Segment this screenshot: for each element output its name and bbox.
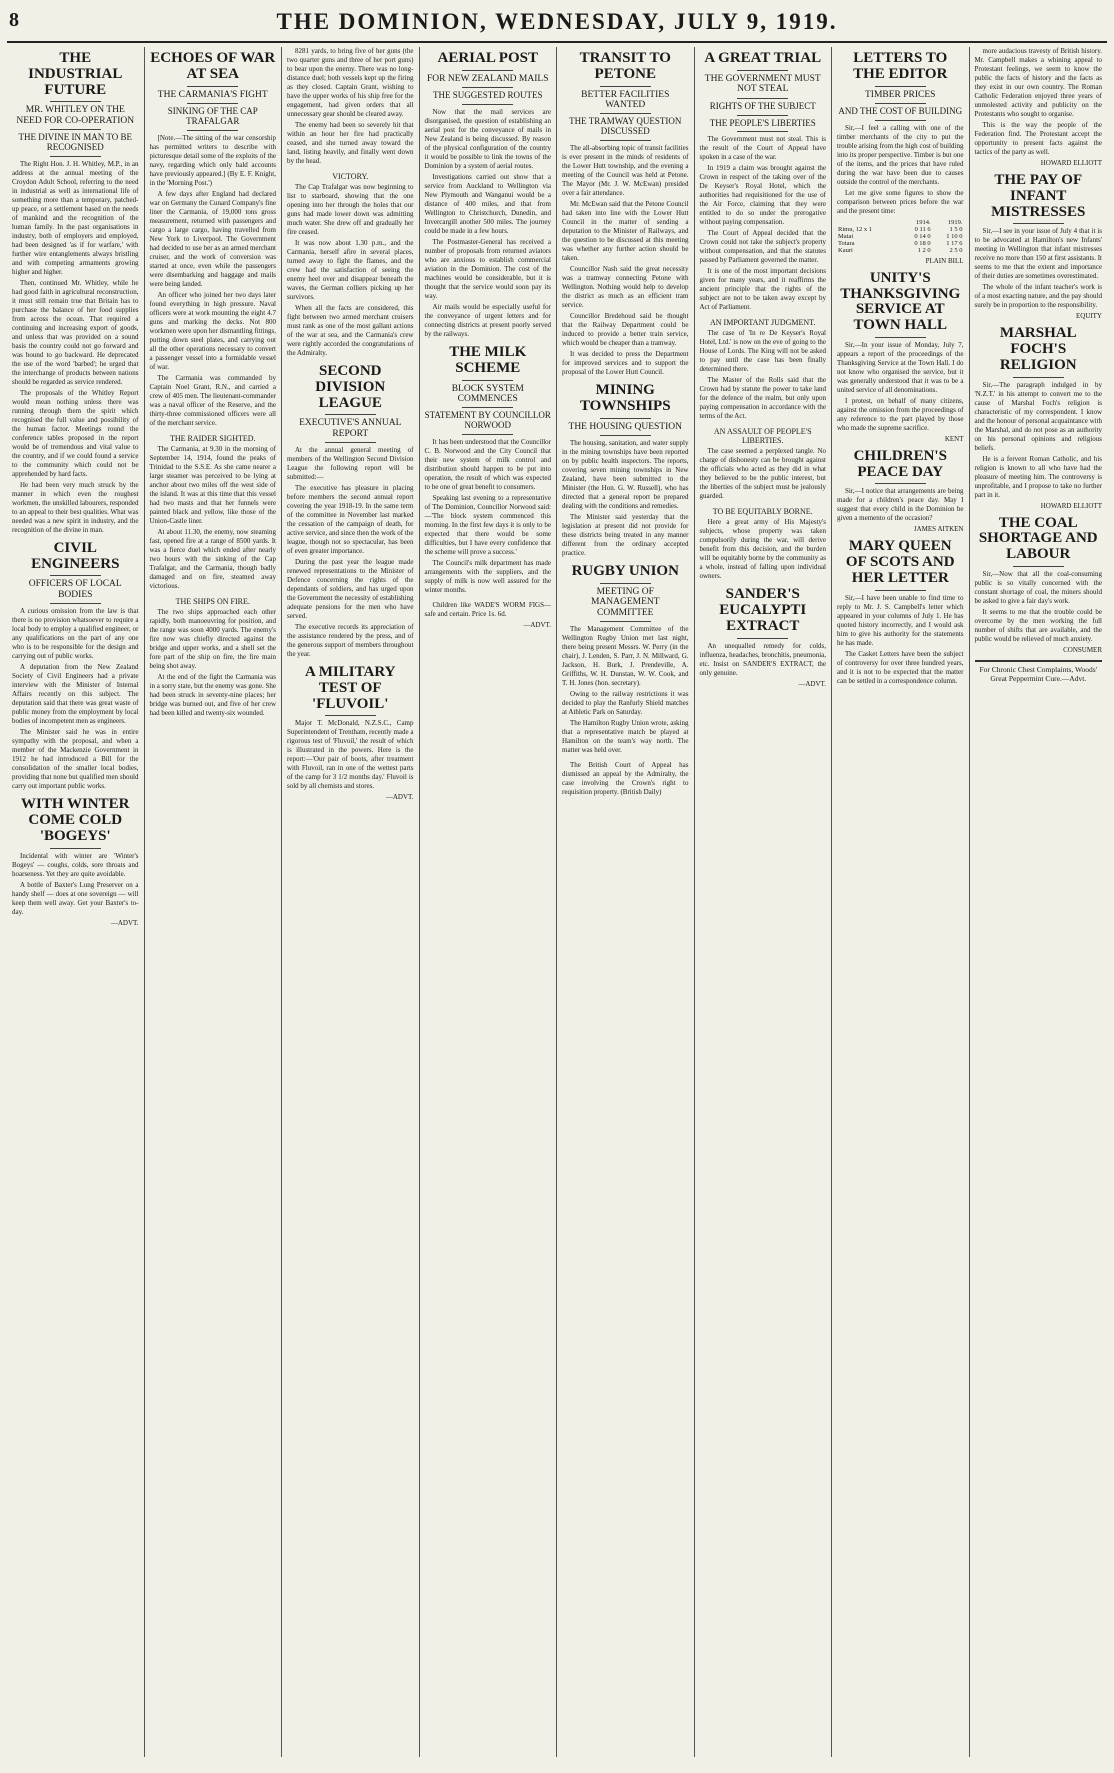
heading-rule [325, 414, 376, 415]
column-8 [970, 47, 1108, 1757]
column-6 [695, 47, 833, 1757]
paragraph: Councillor Bredehoud said he thought that the Railway Department could be induced to provide a better train service, which would be cheaper than a tramway. [562, 312, 689, 348]
article-subheading: BLOCK SYSTEM COMMENCES [451, 383, 524, 405]
paragraph: At the end of the fight the Carmania was in a sorry state, but the enemy was gone. She had been struck in seventy-nine places; her bridge was burned out, and five of her crew had been killed and twenty-six wounded. [149, 672, 276, 717]
article-body [12, 607, 139, 791]
table-cell: 1 2 0 [917, 246, 931, 254]
paragraph: The proposals of the Whitley Report would mean nothing unless there was running through them the spirit which recognised the full value and possibility of the human factor. Meetings round the conference tables proposed in the report would be of tremendous and vital value to the country, and if we could found a service to the community which could not be apprehended by hard facts. [12, 388, 139, 478]
table-cell: 0 14 0 [914, 232, 931, 240]
table-row [837, 240, 964, 247]
paragraph: The executive records its appreciation of the assistance rendered by the press, and of the generous support of members throughout the year. [287, 623, 414, 659]
article-heading: MARSHAL FOCH'S RELIGION [999, 325, 1077, 373]
article-heading: THE RAIDER SIGHTED. [169, 433, 256, 443]
article [287, 665, 414, 801]
article-body [287, 719, 414, 791]
paragraph: The British Court of Appeal has dismissed an appeal by the Admiralty, the case involving the Crown's right to requisition property. (British Daily) [562, 761, 689, 797]
subheading-rule [737, 131, 788, 132]
article [700, 51, 827, 312]
paragraph: Here a great army of His Majesty's subjects, whose property was taken compulsorily during the war, will derive benefit from this decision, and the burden will be equitably borne by the community as a whole, instead of falling upon individual owners. [699, 518, 826, 581]
paragraph: The Minister said yesterday that the legislation at present did not provide for these districts being treated in any manner different from the ordinary accepted practice. [562, 513, 689, 558]
article-body [562, 761, 689, 797]
masthead [7, 7, 1107, 43]
columns-grid [7, 47, 1107, 1757]
article [975, 326, 1103, 509]
paragraph: The Minister said he was in entire sympathy with the proposal, and when a member of the Mackenzie Government in 1912 he had introduced a Bill for the consolidation of the smaller local bodies, providing that none but qualified men should carry out important public works. [12, 728, 139, 791]
paragraph: At about 11.30, the enemy, now steaming fast, opened fire at a range of 8500 yards. It was a fierce duel which ended after nearly two hours with the sinking of the Cap Trafalgar, and the Carmania, though badly damaged and on fire, steamed away victorious. [149, 527, 276, 590]
table-cell: 2 5 0 [949, 246, 963, 254]
subheading-rule [600, 435, 651, 436]
paragraph: In 1919 a claim was brought against the Crown in respect of the taking over of the De Keyser's Royal Hotel, which the authorities had requisitioned for the use of the Air Force, claiming that they were entitled to do so under the prerogative without paying compensation. [699, 164, 826, 227]
paragraph: The Management Committee of the Wellington Rugby Union met last night, there being present Messrs. W. Perry (in the chair), J. Lenden, S. Parr, J. N. Millward, G. Jackson, H. Burk, J. Prendeville, A. Griffiths, W. H. Dunstan, W. W. Cook, and T. H. Jones (hon. secretary). [562, 625, 689, 688]
subheading-rule [600, 113, 651, 114]
article-subheading: AND THE COST OF BUILDING [838, 105, 963, 116]
paragraph: more audacious travesty of British history. Mr. Campbell makes a whining appeal to Protestant feelings, we seem to know the public the facts of history and the facts as they exist in our own country. The Roman Catholic Federation enjoyed three years of unmolested activity and publicity on the Protestants who sought to organise. [974, 47, 1102, 118]
paragraph: The housing, sanitation, and water supply in the mining townships have been reported on by public health inspectors. The reports, covering seven mining townships in New Zealand, have been submitted to the Minister (the Hon. G. W. Russell), who has directed that a general report be prepared dealing with the conditions and remedies. [562, 439, 689, 511]
article-body [287, 47, 414, 166]
subheading-rule [462, 104, 513, 105]
paragraph: It is one of the most important decisions given for many years, and it reaffirms the ancient principle that the rights of the subject are not to be taken away except by Act of Parliament. [699, 267, 826, 312]
paragraph: The Government must not steal. This is the result of the Court of Appeal have spoken in a case of the war. [699, 135, 826, 162]
article-body [700, 642, 827, 678]
subheading-rule [187, 130, 238, 131]
heading-rule [187, 86, 238, 87]
paragraph: Speaking last evening to a representative of The Dominion, Councillor Norwood said:—'The block system commenced this morning. In the first few days it is only to be expected that there would be some difficulties, but I have every confidence that the scheme will prove a success.' [424, 494, 551, 557]
article-body [700, 447, 827, 501]
paragraph: The Carmania, at 9.30 in the morning of September 14, 1914, found the peaks of Trinidad to the S.S.E. As she came nearer a large steamer was perceived to be lying at anchor about two miles off the west side of the island. It was at this time that this vessel had two masts and that her funnels were painted black and yellow, like those of the Union-Castle liner. [149, 444, 276, 525]
subheading-rule [600, 621, 651, 622]
article-heading: MARY QUEEN OF SCOTS AND HER LETTER [845, 538, 955, 586]
page-number: 8 [9, 9, 19, 31]
article [975, 47, 1103, 167]
signature: —ADVT. [385, 793, 414, 802]
article-heading: AN ASSAULT OF PEOPLE'S LIBERTIES. [713, 427, 812, 446]
heading-rule [875, 483, 926, 484]
table-row [837, 247, 964, 254]
column-2 [145, 47, 283, 1757]
paragraph: Major T. McDonald, N.Z.S.C., Camp Superintendent of Trentham, recently made a rigorous test of 'Fluvoil,' the result of which is illustrated in the powers. Here is the report:—'Our pair of boots, after treatment with Fluvoil, ran in one of the wettest parts of the camp for 3 1/2 months day.' Fluvoil is sold by all chemists and stores. [287, 719, 414, 791]
paragraph: The Hamilton Rugby Union wrote, asking that a representative match be played at Hamilton on the team's way north. The matter was held over. [562, 719, 689, 755]
price-table-heading [837, 219, 900, 226]
article [837, 271, 964, 443]
article-heading: UNITY'S THANKSGIVING SERVICE AT TOWN HALL [840, 269, 961, 334]
paragraph: It was decided to press the Department for improved services and to support the proposal of the Lower Hutt Council. [562, 350, 689, 377]
signature: JAMES AITKEN [913, 525, 964, 534]
article-subheading: THE CARMANIA'S FIGHT [157, 89, 268, 100]
paragraph: Sir,—In your issue of Monday, July 7, appears a report of the proceedings of the Thanksgiving Service at the Town Hall. I do not know who organised the service, but it was generally understood that it was to be a united service of all denominations. [837, 340, 964, 394]
article [562, 383, 689, 558]
paragraph: A bottle of Baxter's Lung Preserver on a handy shelf — does at one sovereign — will keep them well away. Get your Baxter's to-day. [12, 880, 139, 916]
article [700, 507, 827, 581]
heading-rule [50, 575, 101, 576]
article-subheading: THE PEOPLE'S LIBERTIES [709, 117, 816, 128]
article-heading: WITH WINTER COME COLD 'BOGEYS' [20, 796, 130, 844]
price-table-heading: 1914. [916, 218, 931, 226]
paragraph: Councillor Nash said the great necessity was a tramway connecting Petone with Wellington. Nothing would help to develop the district as much as an efficient tram service. [562, 265, 689, 310]
heading-rule [50, 848, 101, 849]
paragraph: Sir,—I feel a calling with one of the timber merchants of the city to put the trouble arising from the high cost of building into its proper perspective. Timber is but one of the items, and the prices that have ruled during the war have been due to causes outside the control of the merchants. [837, 123, 964, 186]
signature: PLAIN BILL [925, 256, 964, 265]
article [425, 601, 552, 629]
article-body [150, 445, 277, 591]
article-subheading: STATEMENT BY COUNCILLOR NORWOOD [424, 410, 551, 431]
price-table [837, 219, 964, 254]
table-cell: Totara [838, 239, 855, 247]
subheading-rule [462, 87, 513, 88]
paragraph: [Note.—The sitting of the war censorship has permitted writers to describe with picturesque detail some of the exploits of the navy, regarding which only bald accounts have previously appeared.] (By E. F. Knight, in the 'Morning Post.') [149, 133, 276, 187]
article-subheading: FOR NEW ZEALAND MAILS [427, 73, 549, 84]
article [975, 173, 1103, 320]
article-body [975, 570, 1103, 644]
paragraph: The Casket Letters have been the subject of controversy for over three hundred years, and it is not to be expected that the matter can be settled in a correspondence column. [837, 649, 964, 685]
article-subheading: SINKING OF THE CAP TRAFALGAR [167, 105, 258, 126]
signature: CONSUMER [1063, 645, 1102, 654]
article [975, 516, 1103, 654]
paragraph: Sir,—Now that all the coal-consuming public is so vitally concerned with the constant shortage of coal, the miners should be asked to give a fair day's work. [974, 569, 1102, 605]
paragraph: The Council's milk department has made arrangements with the suppliers, and the supply of milk is now well assured for the winter months. [424, 559, 551, 595]
subheading-rule [50, 603, 101, 604]
table-cell: Kauri [838, 246, 853, 254]
article-subheading: BETTER FACILITIES WANTED [581, 89, 670, 110]
article-body [975, 381, 1103, 500]
paragraph: The case seemed a perplexed tangle. No charge of dishonesty can be brought against the officials who acted as they did in what they believed to be the public interest, but the liberties of the subject must be jealously guarded. [699, 447, 826, 501]
paragraph: Sir,—I notice that arrangements are being made for a children's peace day. May I suggest that every child in the Dominion be given a memento of the occasion? [837, 487, 964, 523]
article-body [12, 852, 139, 917]
article [837, 51, 964, 265]
paragraph: This is the way the people of the Federation find. The Protestant accept the opportunity to present facts against the tactics of the party as well. [974, 121, 1102, 156]
article-heading: VICTORY. [332, 172, 369, 181]
article-body [837, 487, 964, 523]
signature: —ADVT. [523, 621, 551, 630]
newspaper-title: THE DOMINION, WEDNESDAY, JULY 9, 1919. [276, 9, 838, 34]
article-heading: THE INDUSTRIAL FUTURE [28, 50, 123, 98]
heading-rule [50, 101, 101, 102]
paragraph: Sir,—I have been unable to find time to reply to Mr. J. S. Campbell's letter which appeared in your columns of July 1. He has quoted history incorrectly, and I would ask him to give his authority for the statements he has made. [837, 593, 964, 647]
article-heading: A GREAT TRIAL [704, 50, 822, 66]
paragraph: A deputation from the New Zealand Society of Civil Engineers had a private interview with the Minister of Internal Affairs recently on this subject. The deputation said that there was great waste of public money from the employment by local bodies of incompetent men as engineers. [12, 663, 139, 726]
heading-rule [462, 380, 513, 381]
paragraph: An unequalled remedy for colds, influenza, headaches, bronchitis, pneumonia, etc. Insist on SANDER'S EXTRACT, the only genuine. [699, 641, 826, 677]
subheading-rule [600, 140, 651, 141]
article-body [562, 625, 689, 755]
heading-rule [1013, 377, 1064, 378]
article-body [837, 124, 964, 216]
subheading-rule [737, 98, 788, 99]
article-heading: CIVIL ENGINEERS [31, 539, 120, 572]
paragraph: When all the facts are considered, this fight between two armed merchant cruisers must rank as one of the most gallant actions of the war at sea, and the Carmania's crew were rightly accorded the congratulations of the Admiralty. [287, 304, 414, 357]
article-subheading: THE HOUSING QUESTION [568, 421, 682, 432]
article [700, 427, 827, 501]
paragraph: Let me give some figures to show the comparison between prices before the war and the present time: [837, 188, 964, 215]
article [562, 51, 689, 377]
article-heading: SANDER'S EUCALYPTI EXTRACT [719, 586, 807, 634]
article-body [425, 601, 552, 619]
article [700, 318, 827, 421]
article-body [837, 594, 964, 686]
article-heading: A MILITARY TEST OF 'FLUVOIL' [305, 664, 396, 712]
paragraph: It has been understood that the Councillor C. B. Norwood and the City Council that their new system of milk control and distribution should happen to be put into operation, the result of which was expected to be one of great benefit to consumers. [424, 438, 551, 492]
signature: —ADVT. [798, 679, 826, 688]
paragraph: The Court of Appeal decided that the Crown could not take the subject's property without compensation, and that the statutes passed by Parliament governed the matter. [699, 229, 826, 265]
heading-rule [600, 583, 651, 584]
table-row [837, 233, 964, 240]
article-heading: THE COAL SHORTAGE AND LABOUR [978, 514, 1098, 562]
article-subheading: EXECUTIVE'S ANNUAL REPORT [299, 418, 402, 439]
signature: HOWARD ELLIOTT [1040, 501, 1102, 510]
paragraph: A few days after England had declared war on Germany the Cunard Company's fine liner the Carmania, of 19,000 tons gross measurement, returned with passengers and cargo a large cargo, having travelled from New York to Liverpool. The Government had decided to use her as an armed merchant cruiser, and the work of conversion was started at once, even while the passengers were disembarking and baggage and mails were being landed. [149, 189, 276, 288]
article [287, 47, 414, 166]
paragraph: The case of 'In re De Keyser's Royal Hotel, Ltd.' is now on the eve of going to the House of Lords. The King will not be asked to pay until the case has been finally determined there. [699, 329, 826, 374]
column-3 [282, 47, 420, 1757]
price-table-heading: 1919. [947, 218, 963, 226]
article-body [837, 341, 964, 433]
heading-rule [875, 337, 926, 338]
advertisement: For Chronic Chest Complaints, Woods' Great Peppermint Cure.—Advt. [975, 660, 1103, 683]
heading-rule [600, 418, 651, 419]
paragraph: Sir,—The paragraph indulged in by 'N.Z.T.' in his attempt to convert me to the cause of Marshal Foch's religion is characteristic of my correspondent. I know and the honour of personal acquaintance with the Marshal, and do not pose as an authority on his personal opinions and religious beliefs. [974, 380, 1103, 452]
article-body [150, 608, 277, 718]
signature: HOWARD ELLIOTT [1040, 159, 1102, 167]
article-heading: TO BE EQUITABLY BORNE. [712, 507, 813, 517]
paragraph: The Right Hon. J. H. Whitley, M.P., in an address at the annual meeting of the Croydon Adult School, referring to the need in industrial as well as international life of something more than a temporary, patched-up peace, or a settlement based on the needs of mankind and the recognition of the human family. In the past organisations in industry, both of employers and employed, had been designed 'as if for warfare,' with further wire entanglements always bristling and with competing armaments growing higher and higher. [12, 159, 139, 276]
paragraph: Children like WADE'S WORM FIGS—safe and certain. Price 1s. 6d. [424, 601, 551, 619]
article-heading: AN IMPORTANT JUDGMENT. [710, 318, 816, 328]
article-body [425, 438, 552, 595]
paragraph: He is a fervent Roman Catholic, and his religion is known to all who have had the pleasure of meeting him. The controversy is unprofitable, and I propose to take no further part in it. [974, 454, 1102, 499]
article-body [425, 108, 552, 339]
article-heading: AERIAL POST [437, 50, 538, 66]
article-subheading: MR. WHITLEY ON THE NEED FOR CO-OPERATION [16, 105, 135, 126]
table-cell: 0 18 0 [914, 239, 931, 247]
table-cell: 1 17 6 [946, 239, 963, 247]
subheading-rule [50, 129, 101, 130]
article-body [287, 446, 414, 659]
article [837, 539, 964, 685]
article [12, 541, 139, 791]
subheading-rule [875, 120, 926, 121]
column-4 [420, 47, 558, 1757]
paragraph: The Carmania was commanded by Captain Noel Grant, R.N., and carried a crew of 405 men. The lieutenant-commander was a naval officer of the Reserve, and the thirty-three commissioned officers were all of the merchant service. [149, 373, 276, 427]
paragraph: The Postmaster-General has received a number of proposals from returned aviators who are anxious to establish commercial aviation in the Dominion. The cost of the machines would be considerable, but it is thought that the service would soon pay its way. [424, 238, 551, 301]
table-cell: 1 5 0 [949, 225, 963, 233]
article [425, 51, 552, 339]
article-body [287, 183, 414, 358]
article-subheading: THE GOVERNMENT MUST NOT STEAL [704, 73, 821, 95]
newspaper-page [7, 7, 1107, 1759]
paragraph: Owing to the railway restrictions it was decided to play the Ranfurly Shield matches at Athletic Park on Saturday. [562, 690, 689, 717]
article-subheading: THE SUGGESTED ROUTES [433, 90, 543, 101]
table-cell: Matai [838, 232, 854, 240]
article-heading: SECOND DIVISION LEAGUE [315, 363, 386, 411]
article [287, 364, 414, 659]
paragraph: Now that the mail services are disorganised, the question of establishing an aerial post for the conveyance of mails in New Zealand is being discussed. By reason of the physical configuration of the country it would be possible to link the towns of the Dominion by a system of aerial routes. [424, 108, 551, 171]
paragraph: Then, continued Mr. Whitley, while he had good faith in agricultural reconstruction, it must still remain true that Britain has to purchase the balance of her food supplies from across the ocean. That required a continuing and increasing export of goods, and unless that was provided on a sound basis the country could not go forward and was bound to go backward. He deprecated the use of the word 'barbed'; he urged that the interchange of products between nations should be regarded as service rendered. [12, 278, 139, 386]
heading-rule [875, 86, 926, 87]
article [700, 587, 827, 687]
paragraph: The executive has pleasure in placing before members the second annual report covering the year 1918-19. In the same term of the committee in November last marked the cessation of the campaign of death, for active service, and since then the work of the league, though not so spectacular, has been of even greater importance. [287, 484, 414, 556]
heading-rule [325, 715, 376, 716]
article-subheading: OFFICERS OF LOCAL BODIES [28, 579, 122, 600]
paragraph: The all-absorbing topic of transit facilities is ever present in the minds of residents of the Lower Hutt township, and the evening a meeting of the Council was held at Petone. The Mayor (Mr. J. W. McEwan) presided over a fair attendance. [562, 144, 689, 198]
paragraph: A curious omission from the law is that there is no provision whatsoever to require a local body to employ a qualified engineer, or any qualifications on the part of any one who is to be responsible for the design and carrying out of public works. [12, 607, 139, 661]
article-subheading: THE TRAMWAY QUESTION DISCUSSED [569, 116, 682, 137]
paragraph: During the past year the league made renewed representations to the Minister of Defence concerning the rights of the dependants of soldiers, and has urged upon the Government the necessity of establishing adequate pensions for the men who have served. [287, 558, 414, 621]
column-1 [7, 47, 145, 1757]
article [562, 761, 689, 797]
article-heading: RUGBY UNION [571, 563, 679, 580]
subheading-rule [187, 103, 238, 104]
article-heading: THE PAY OF INFANT MISTRESSES [991, 172, 1086, 220]
signature: EQUITY [1075, 312, 1102, 321]
article-body [150, 134, 277, 428]
article [287, 172, 414, 358]
paragraph: Incidental with winter are 'Winter's Bogeys' — coughs, colds, sore throats and hoarseness. Yet they are quite avoidable. [12, 851, 139, 878]
article-body [700, 518, 827, 581]
article [12, 797, 139, 926]
paragraph: The whole of the infant teacher's work is of a most exacting nature, and the pay should surely be in proportion to the responsibility. [974, 283, 1102, 310]
paragraph: It seems to me that the trouble could be overcome by the men working the full number of shifts that are available, and the public would be relieved of much anxiety. [974, 607, 1102, 643]
subheading-rule [50, 156, 101, 157]
article-heading: MINING TOWNSHIPS [579, 382, 671, 414]
table-cell: Rimu, 12 x 1 [838, 225, 872, 233]
article-heading: CHILDREN'S PEACE DAY [853, 447, 947, 480]
article-heading: THE MILK SCHEME [449, 344, 527, 376]
article-subheading: TIMBER PRICES [865, 89, 936, 100]
article [837, 449, 964, 534]
heading-rule [462, 70, 513, 71]
paragraph: 8281 yards, to bring five of her guns (the two quarter guns and three of her port guns) to bear upon the enemy. There was no long-distance duel; both vessels kept up the firing as they closed. Captain Grant, wishing to have the upper works of his ship free for the engagement, had given orders that all unnecessary gear should be cleared away. [287, 47, 414, 118]
article [150, 51, 277, 428]
paragraph: It was now about 1.30 p.m., and the Carmania, herself afire in several places, turned away to fight the flames, and the crew had the satisfaction of seeing the enemy heel over and disappear beneath the waves, the German colliers picking up her survivors. [287, 239, 414, 301]
paragraph: The Master of the Rolls said that the Crown had by statute the power to take land for the defence of the realm, but only upon paying compensation in accordance with the terms of the Act. [699, 376, 826, 421]
article [425, 345, 552, 595]
paragraph: Mr. McEwan said that the Petone Council had taken into line with the Lower Hutt Council in the matter of sending a deputation to the Minister of Railways, and the question to be discussed at this meeting was whether any further action should be taken. [562, 200, 689, 263]
paragraph: At the annual general meeting of members of the Wellington Second Division League the following report will be submitted:— [287, 446, 414, 482]
article-body [700, 135, 827, 312]
article-body [12, 160, 139, 535]
article-heading: THE SHIPS ON FIRE. [175, 596, 250, 606]
article-body [975, 227, 1103, 310]
subheading-rule [737, 115, 788, 116]
table-row [837, 226, 964, 233]
article [150, 434, 277, 591]
article-body [975, 47, 1103, 157]
table-cell: 0 11 6 [914, 225, 931, 233]
article-body [562, 144, 689, 377]
article-subheading: THE DIVINE IN MAN TO BE RECOGNISED [18, 132, 132, 153]
article [562, 564, 689, 755]
signature: —ADVT. [110, 918, 139, 927]
column-7 [832, 47, 970, 1757]
paragraph: The Cap Trafalgar was now beginning to list to starboard, showing that the one opening into her through the holes that our guns had made lower down was admitting much water. She drew off and gradually her fire ceased. [287, 183, 414, 236]
article-body [562, 439, 689, 558]
paragraph: Investigations carried out show that a service from Auckland to Wellington via New Plymouth and Wanganui would be a distance of 400 miles, and that from Wellington to Christchurch, Dunedin, and Invercargill another 500 miles. The journey could be made in a few hours. [424, 173, 551, 236]
paragraph: An officer who joined her two days later found everything in high pressure. Naval officers were at work mounting the eight 4.7 guns and marking the decks. Not 800 workmen were upon her dismantling fittings, putting down steel plates, and carrying out all the other operations necessary to convert a passenger vessel into a formidable vessel of war. [149, 290, 276, 371]
article-body [700, 329, 827, 421]
heading-rule [737, 70, 788, 71]
price-table-header [837, 219, 964, 226]
article-heading: TRANSIT TO PETONE [579, 50, 671, 82]
article [12, 51, 139, 535]
subheading-rule [462, 434, 513, 435]
paragraph: The two ships approached each other rapidly, both manoeuvring for position, and the range was soon 4000 yards. The enemy's fire now was chiefly directed against the bridge and upper works, and a shell set the fore part of the ship on fire, the fire main being shot away. [149, 607, 276, 670]
article-heading: ECHOES OF WAR AT SEA [150, 50, 276, 82]
paragraph: He had been very much struck by the manner in which even the roughest workmen, the unskilled labourers, responded to an appeal to their best qualities. What was needed was a new spirit in industry, and the recognition of the divine in man. [12, 480, 139, 534]
article-heading: LETTERS TO THE EDITOR [853, 50, 948, 82]
article-subheading: RIGHTS OF THE SUBJECT [709, 100, 816, 111]
subheading-rule [325, 442, 376, 443]
paragraph: Sir,—I see in your issue of July 4 that it is to be advocated at Hamilton's new Infants' meeting in Wellington that infant mistresses receive no more than 150 at first assistants. It seems to me that the extent and importance of their duties are sometimes overestimated. [974, 227, 1102, 281]
heading-rule [600, 86, 651, 87]
heading-rule [1013, 223, 1064, 224]
subheading-rule [462, 407, 513, 408]
paragraph: I protest, on behalf of many citizens, against the omission from the proceedings of any reference to the part played by those who made the supreme sacrifice. [837, 396, 964, 432]
article-subheading: MEETING OF MANAGEMENT COMMITTEE [590, 586, 660, 618]
heading-rule [737, 638, 788, 639]
signature: KENT [944, 434, 964, 443]
table-cell: 1 10 0 [946, 232, 963, 240]
paragraph: Air mails would be especially useful for the conveyance of urgent letters and for connecting districts at present poorly served by the railways. [424, 303, 551, 339]
column-5 [557, 47, 695, 1757]
heading-rule [875, 590, 926, 591]
heading-rule [1013, 566, 1064, 567]
subheading-rule [875, 103, 926, 104]
paragraph: The enemy had been so severely hit that within an hour her fire had practically ceased, and she turned away toward the land, listing heavily, and finally went down by the head. [287, 121, 414, 165]
article [150, 597, 277, 718]
